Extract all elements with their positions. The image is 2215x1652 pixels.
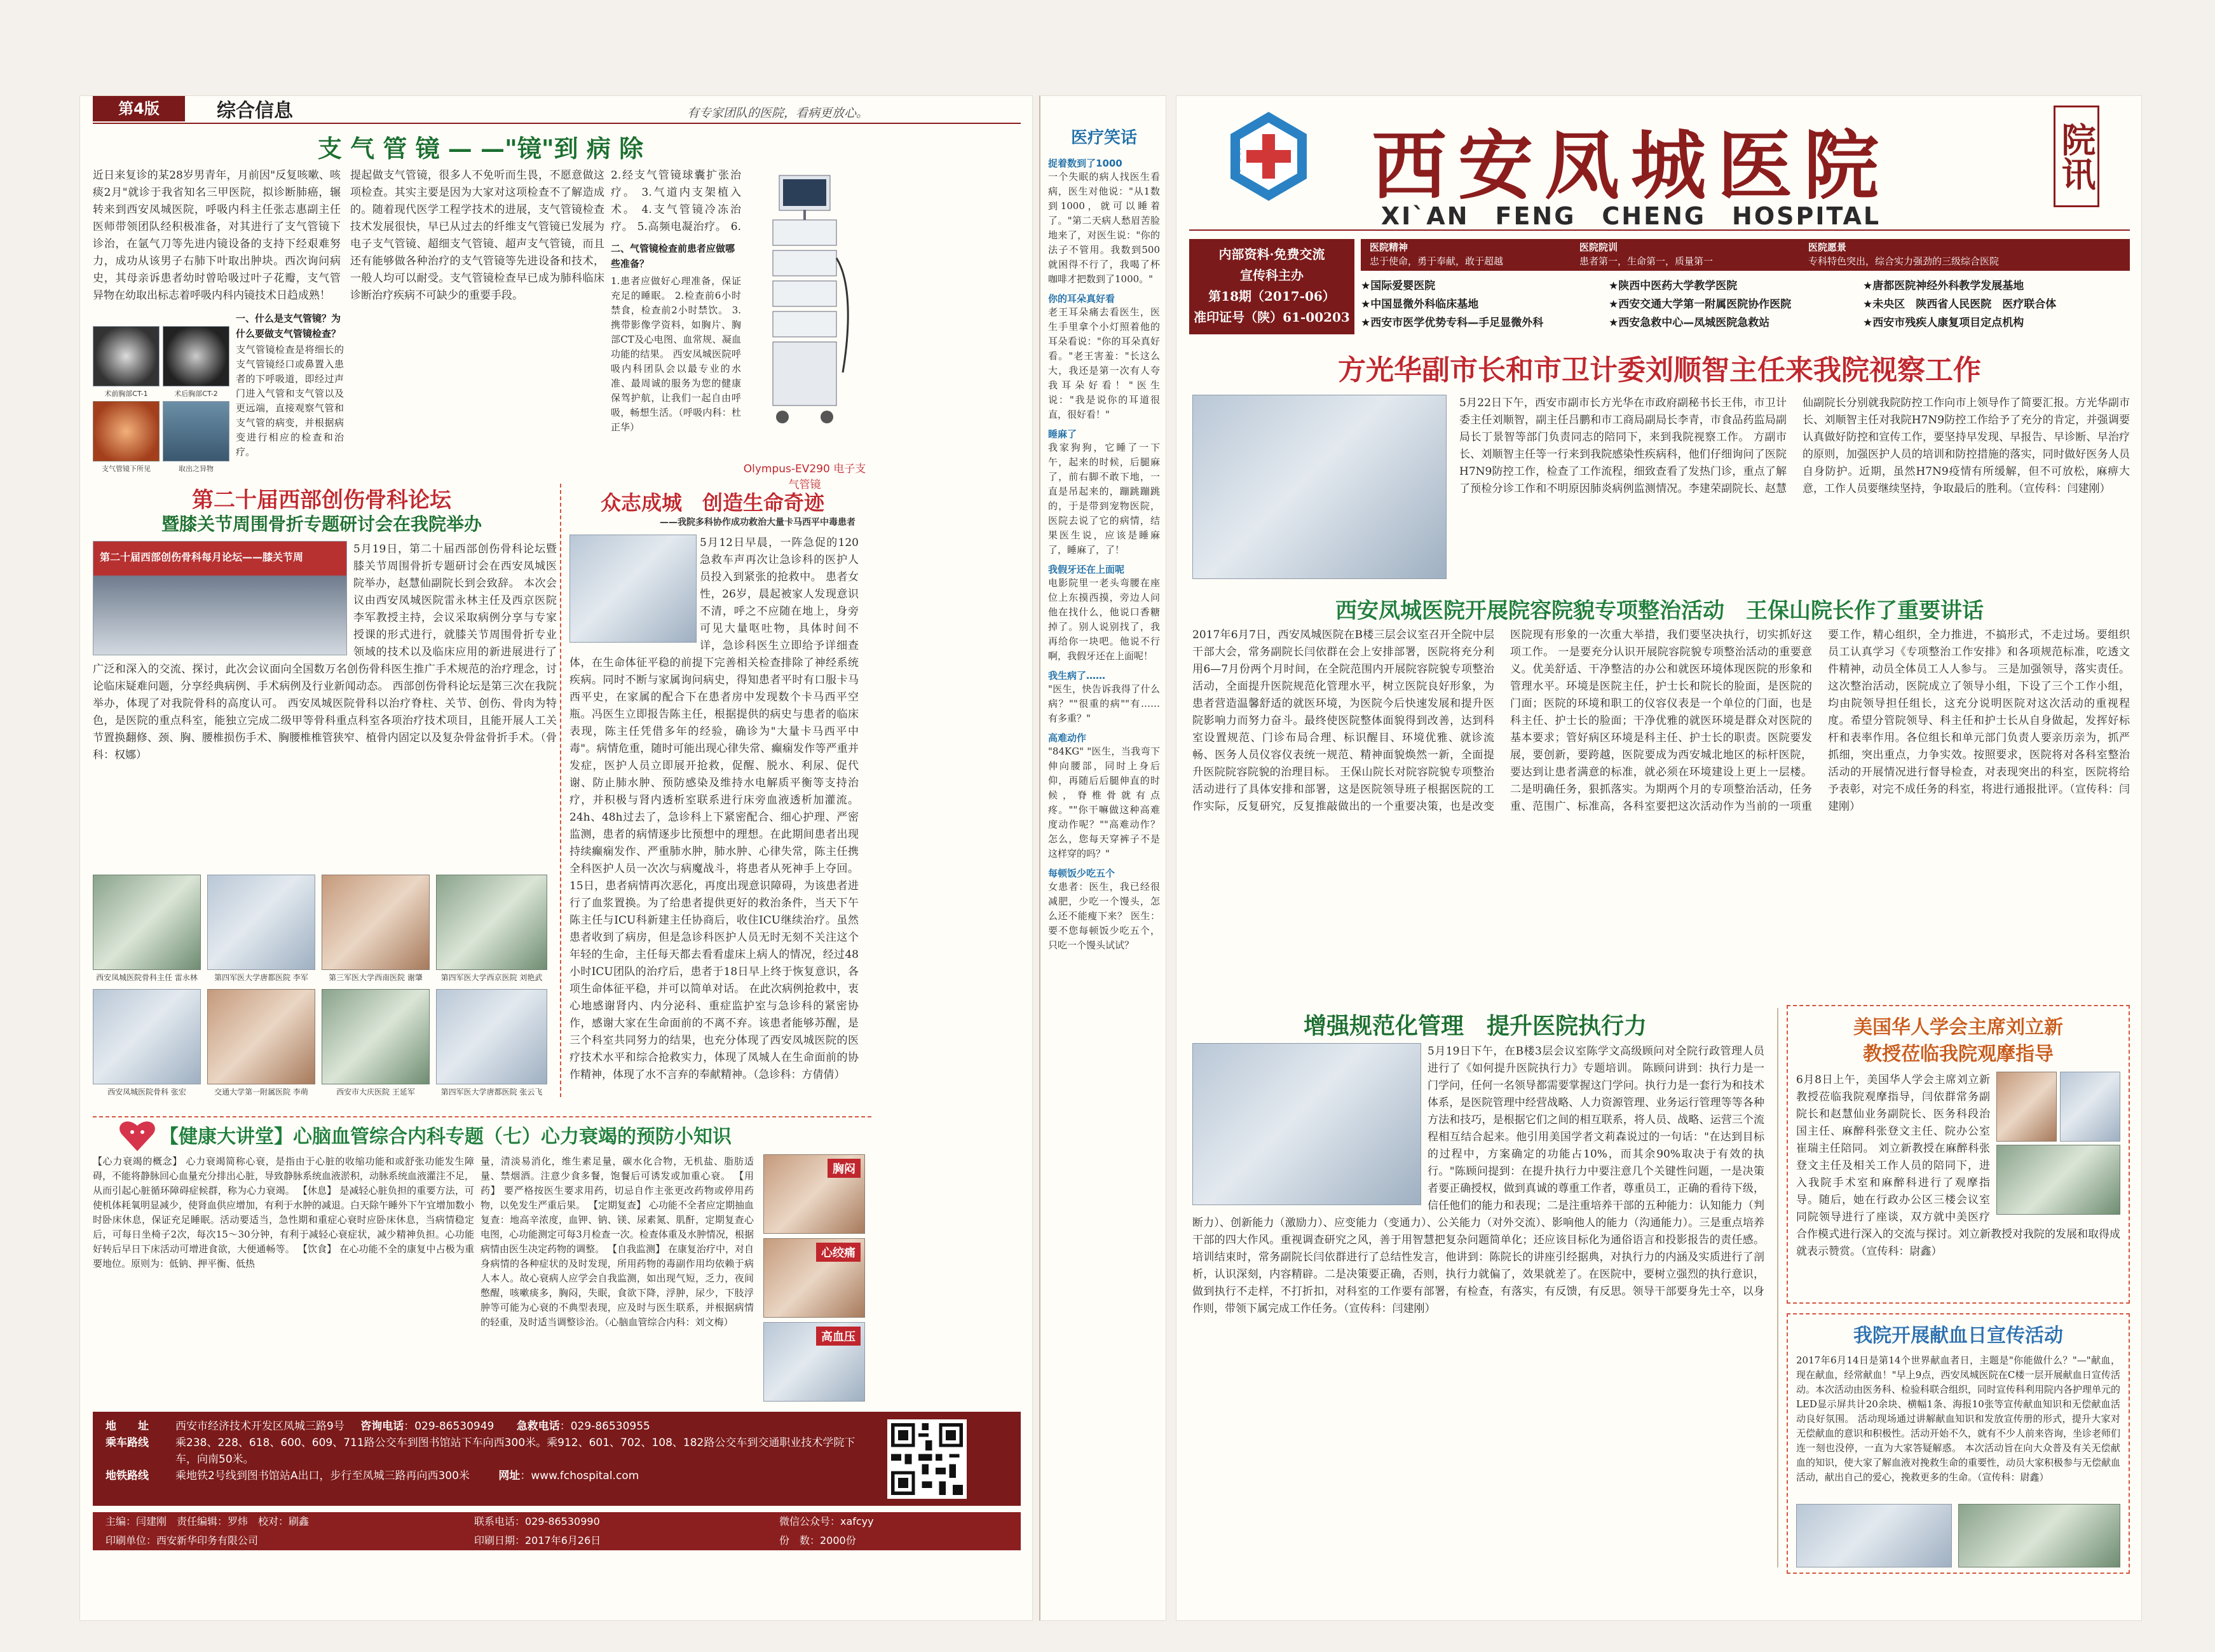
forum-photo-3 [322,875,430,970]
left-page [79,95,1033,1621]
health-text-2: 量，清淡易消化，维生素足量，碳水化合物，无机盐、脂肪适量、禁烟酒。注意少食多餐，饱餐后可诱发或加重心衰。 【用药】 要严格按医生要求用药，切忌自作主张更改药物或停用药物，以免发生严重后果。 【定期复查】 心功能不全者应定期抽血复查：地高辛浓度，血钾、钠、镁、尿素氮、肌酐，定期复查心电图，心功能测定可每3月检查一次。检查体重及水肿情况，根据病情由医生决定药物的调整。 【自我监测】 在康复治疗中，对自身病情的各种症状的及时发现，所用药物的毒副作用均依赖于病人本人。故心衰病人应学会自我监测，如出现气短，乏力，夜间憋醒，咳嗽痰多，胸闷，失眠，食欲下降，浮肿，尿少，下肢浮肿等可能为心衰的不典型表现，应及时与医生联系，并根据病情的轻重，及时适当调整诊治。（心脑血管综合内科：刘文梅） [480,1156,754,1328]
forum-banner-text: 第二十届西部创伤骨科每月论坛——膝关节周 [100,551,304,563]
forum-photo-4 [436,875,547,970]
us-expert-headline-2: 教授莅临我院观摩指导 [1863,1043,2054,1065]
emergency-body: 5月12日早晨，一阵急促的120急救车声再次让急诊科的医护人员投入到紧张的抢救中。 患者女性，26岁，晨起被家人发现意识不清，呼之不应随在地上，身旁可见大量呕吐物，具体时间不详，急诊科医生立即给予详细查体，在生命体征平稳的前提下完善相关检查排除了神经系统疾病。同时不断与家属询问病史，得知患者平时有口服卡马西平史，在家属的配合下在患者房中发现数个卡马西平空瓶。冯医生立即报告陈主任，根据提供的病史与患者的临床表现，陈主任凭借多年的经验，确诊为"大量卡马西平中毒"。病情危重，随时可能出现心律失常、癫痫发作等严重并发症，医护人员立即展开抢救，促醒、脱水、利尿、促代谢、防止肺水肿、预防感染及维持水电解质平衡等支持治疗，并积极与肾内透析室联系进行床旁血液透析加灌流。 24h、48h过去了，急诊科上下紧密配合、细心护理、严密监测，患者的病情逐步比预想中的理想。在此期间患者出现持续癫痫发作、严重肺水肿，肺水肿、心律失常，陈主任携全科医护人员一次次与病魔战斗，将患者从死神手上夺回。15日，患者病情再次恶化，再度出现意识障碍，为该患者进行了血浆置换。为了给患者提供更好的救治条件，当天下午陈主任与ICU科新建主任协商后，收住ICU继续治疗。虽然患者收到了病房，但是急诊科医护人员无时无刻不关注这个年轻的生命，主任每天都去看看虚床上病人的情况，经过48小时ICU团队的治疗后，患者于18日早上终于恢复意识，各项生命体征平稳，并可以简单对话。 在此次病例抢救中，衷心地感谢肾内、内分泌科、重症监护室与急诊科的紧密协作，感谢大家在生命面前的不离不弃。该患者能够苏醒，是三个科室共同努力的结果，也充分体现了西安凤城医院的医疗技术水平和综合抢救实力，体现了凤城人在生命面前的协作精神，体现了水不言弃的奉献精神。（急诊科：方倩倩） [569,536,859,1081]
health-tag-2: 心绞痛 [816,1243,861,1262]
bronchoscope-q2: 二、气管镜检查前患者应做哪些准备？ [611,243,735,270]
xray-label-4: 取出之异物 [179,465,214,473]
footer-editor: 主编：闫建刚 责任编辑：罗炜 校对：刷鑫 [106,1515,310,1527]
endoscope-tower-image [754,169,855,455]
jokes-list [1048,156,1160,1587]
jokes-page [1039,95,1166,1621]
footer-credits [93,1512,1021,1550]
masthead-english: XI`AN FENG CHENG HOSPITAL [1380,202,1881,230]
joke-item: 高难动作 "84KG" "医生，当我弯下伸向腰部，同时上身后仰，再随后后腿伸直的时候，脊椎骨就有点疼。""你干嘛做这种高难度动作呢？""高难动作？怎么，您每天穿裤子不是这样穿的吗？" [1048,732,1160,859]
forum-caption-4: 第四军医大学西京医院 刘艳武 [440,973,543,982]
logo-text: FCH [1230,146,1243,173]
hospital-values: 医院精神 忠于使命，勇于奉献，敢于超越 医院院训 患者第一，生命第一，质量第一 医院愿景 专科特色突出，综合实力强劲的三级综合医院 [1361,239,2130,271]
health-photo-3 [763,1322,865,1402]
forum-caption-6: 交通大学第一附属医院 李萌 [214,1088,308,1096]
hospital-bases: ★国际爱婴医院 ★中国显微外科临床基地 ★西安市医学优势专科—手足显微外科 ★陕西中医药大学教学医院 ★西安交通大学第一附属医院协作医院 ★西安急救中心—凤城医院急救站 ★唐都医院神经外科教学发展基地 ★未央区 陕西省人民医院 医疗联合体 ★西安市残疾人康复项目定点机构 [1361,280,2057,329]
qr-code[interactable] [887,1419,967,1499]
forum-caption-1: 西安凤城医院骨科主任 雷永林 [96,973,198,982]
newsletter-badge: 院讯 [2054,106,2099,207]
joke-item: 我假牙还在上面呢 电影院里一老头弯腰在座位上东摸西摸，旁边人问他在找什么，他说口香糖掉了。别人说别找了，我再给你一块吧。他说不行啊，我假牙还在上面呢！ [1048,564,1160,662]
forum-photo-6 [207,989,315,1084]
joke-item: 每顿饭少吃五个 女患者：医生，我已经很减肥，少吃一个馒头，怎么还不能瘦下来？ 医生：要不您每顿饭少吃五个，只吃一个馒头试试？ [1048,868,1160,951]
footer-printer: 印刷单位：西安新华印务有限公司 [106,1534,259,1546]
blood-day-body: 2017年6月14日是第14个世界献血者日，主题是"你能做什么？"—"献血，现在献血，经常献血！"早上9点，西安凤城医院在C楼一层开展献血日宣传活动。本次活动由医务科、检验科联合组织，同时宣传科利用院内各护理单元的LED显示屏共计20余块、横幅1条、海报10张等宣传献血知识和无偿献血活动良好氛围。 活动现场通过讲解献血知识和发放宣传册的形式，提升大家对无偿献血的意识和积极性。活动开始不久，就有不少人前来咨询，坐诊老师们连一刻也没停，一直为大家答疑解惑。 本次活动旨在向大众普及有关无偿献血的知识，使大家了解血液对挽救生命的重要性，动员大家积极参与无偿献血活动，献出自己的爱心，挽救更多的生命。（宣传科：尉鑫） [1796,1355,2120,1483]
bronchoscope-q1: 一、什么是支气管镜？为什么要做支气管镜检查？ [236,313,341,339]
forum-caption-5: 西安凤城医院骨科 张宏 [107,1088,186,1096]
emergency-subheadline: ——我院多科协作成功救治大量卡马西平中毒患者 [660,517,855,528]
us-expert-photo-1 [1996,1072,2057,1142]
mayor-visit-photo [1192,395,1447,579]
right-page [1176,95,2142,1621]
header-rule [93,123,1021,124]
bronchoscope-p5: 1.患者应做好心理准备，保证充足的睡眠。 2.检查前6小时禁食，检查前2小时禁饮。 3.携带影像学资料，如胸片、胸部CT及心电图、血常规、凝血功能的结果。 西安凤城医院呼吸内科团队会以最专业的水准、最周诚的服务为您的健康保驾护航，让我们一起自由呼吸，畅想生活。（呼吸内科：杜正华） [611,275,741,433]
footer-date: 印刷日期：2017年6月26日 [474,1534,601,1546]
footer-address-row: 地 址 西安市经济技术开发区凤城三路9号 咨询电话：029-86530949 急救电话：029-86530955 [106,1420,650,1433]
rectification-headline: 西安凤城医院开展院容院貌专项整治活动 王保山院长作了重要讲话 [1335,598,1984,624]
forum-caption-7: 西安市大庆医院 王延军 [336,1088,415,1096]
footer-bus-row: 乘车路线 乘238、228、618、600、609、711路公交车到图书馆站下车向西300米。乘912、601、702、108、182路公交车到交通职业技术学院下车，向南50米。 [106,1437,855,1466]
forum-photo-8 [436,989,547,1084]
heart-mascot-icon [118,1118,156,1153]
jokes-title: 医疗笑话 [1070,128,1137,147]
foreign-body-image [163,401,229,461]
footer-address-band [93,1412,1021,1506]
bronchoscope-p3: 2.经支气管镜球囊扩张治疗。 3.气道内支架植入术。 4.支气管镜冷冻治疗。 5.高频电凝治疗。 6. [611,169,741,233]
masthead-title: 西安凤城医院 [1371,121,1890,210]
publication-info: 内部资料·免费交流 宣传科主办 第18期（2017-06） 准印证号（陕）61-00203 [1189,239,1354,334]
section-title: 综合信息 [217,100,293,122]
xray-label-1: 术前胸部CT-1 [104,390,148,398]
bronchoscope-p2: 提起做支气管镜，很多人不免听而生畏，不愿意做这项检查。其实主要是因为大家对这项检查不了解造成的。随着现代医学工程学技术的进展，支气管镜检查技术发展很快，早已从过去的纤维支气管镜已发展为电子支气管镜、超细支气管镜、超声支气管镜，而且还有能够做各种治疗的支气管镜等先进设备和技术，一般人均可以耐受。支气管镜检查早已成为肺科临床诊断治疗疾病不可缺少的重要手段。 [350,169,604,302]
bronchoscope-p1: 支气管镜检查是将细长的支气管镜经口或鼻置入患者的下呼吸道，即经过声门进入气管和支气管以及更远端，直接观察气管和支气管的病变，并根据病变进行相应的检查和治疗。 [236,344,344,458]
footer-metro-row: 地铁路线 乘地铁2号线到图书馆站A出口，步行至凤城三路再向西300米 网址：www.fchospital.com [106,1470,639,1482]
bronchoscope-lead: 近日来复诊的某28岁男青年，月前因"反复咳嗽、咳痰2月"就诊于我省知名三甲医院，拟诊断肺癌，辗转来到西安凤城医院，呼吸内科主任张志惠副主任医师带领团队经积极准备，对其进行了支气管镜下诊治，在氩气刀等先进内镜设备的支持下经艰难努力，成功从该男子右肺下叶取出肿块。西次询问病史，其母亲诉患者幼时曾哈吸过叶子花瓣，支气管异物在幼取出标志着呼吸内科内镜技术日趋成熟！ [93,169,341,302]
forum-headline: 第二十届西部创伤骨科论坛 [192,488,451,513]
header-slogan: 有专家团队的医院，看病更放心。 [687,106,869,120]
masthead-rule [1189,229,2130,231]
us-expert-photo-3 [1996,1145,2120,1215]
blood-day-headline: 我院开展献血日宣传活动 [1853,1325,2063,1347]
blood-day-photo-1 [1796,1504,1952,1567]
health-rule [93,1116,871,1117]
health-photo-1 [763,1154,865,1234]
joke-item: 睡麻了 我家狗狗，它睡了一下午，起来的时候，后腿麻了，前右脚不敢下地，一直是吊起来的，蹦跳蹦跳的，于是带到宠物医院，医院去说了它的病情，结果医生说，应该是睡麻了，睡麻了，了！ [1048,428,1160,556]
xray-image-2 [163,326,229,386]
endoscope-caption: Olympus-EV290 电子支气管镜 [743,463,866,491]
health-headline: 【健康大讲堂】心脑血管综合内科专题（七）心力衰竭的预防小知识 [160,1126,732,1148]
footer-copies: 份 数：2000份 [779,1534,856,1546]
footer-wechat: 微信公众号：xafcyy [779,1515,874,1527]
health-photo-2 [763,1238,865,1318]
us-expert-photo-2 [2060,1072,2120,1142]
page-number-badge: 第4版 [93,96,185,121]
execution-body: 5月19日下午，在B楼3层会议室陈学文高级顾问对全院行政管理人员进行了《如何提升医院执行力》专题培训。 陈顾问讲到：执行力是一门学问，任何一名领导都需要掌握这门学问。执行力是一套行为和技术体系，是医院管理中经营战略、人力资源管理、业务运行管理等等各种方法和技巧，是根据它们之间的相互联系，将人员、战略、运营三个流程相互结合起来。他引用美国学者文莉森说过的一句话："在达到目标的过程中，方案确定的功能占10%，而其余90%取决于有效的执行。"陈顾问提到：在提升执行力中要注意几个关键性问题，一是决策者要正确授权，做到真诚的尊重工作者，尊重员工，正确的看待下级，信任他们的能力和表现；二是注重培养干部的五种能力：认知能力（判断力）、创新能力（激励力）、应变能力（变通力）、公关能力（对外交流）、影响他人的能力（沟通能力）。三是重点培养干部的四大作风。重视调查研究之风，善于用智慧把复杂问题简单化；还应该目标化为通俗语言和投影报告的责任感。 培训结束时，常务副院长闫依群进行了总结性发言，他讲到：陈院长的讲座引经据典，对执行力的内涵及实质进行了剖析，认识深刻，内容精辟。二是决策要正确，否则，执行力就偏了，效果就差了。在医院中，要树立强烈的执行意识，做到执行不走样，不打折扣，对科室的工作要有部署，有检查，有落实，有反馈，有反思。领导干部要身先士卒，以身作则，带领下属完成工作任务。（宣传科：闫建刚） [1192,1045,1764,1315]
forum-caption-8: 第四军医大学唐都医院 张云飞 [440,1088,543,1096]
hospital-logo [1227,109,1310,204]
endoscope-image [93,401,160,461]
joke-item: 我生病了…… "医生，快告诉我得了什么病？""很重的病""有……有多重？" [1048,670,1160,724]
forum-photo-2 [207,875,315,970]
execution-headline: 增强规范化管理 提升医院执行力 [1303,1013,1647,1039]
joke-item: 捉着数到了1000 一个失眠的病人找医生看病，医生对他说："从1数到1000，就可以睡着了。"第二天病人愁眉苦脸地来了，对医生说："你的法子不管用。我数到500就困得不行了，我喝了杯咖啡才把数到了1000。" [1048,158,1160,285]
forum-caption-2: 第四军医大学唐都医院 李军 [214,973,308,982]
xray-image-1 [93,326,160,386]
emergency-headline: 众志成城 创造生命奇迹 [600,491,824,515]
mayor-visit-headline: 方光华副市长和市卫计委刘顺智主任来我院视察工作 [1338,354,1981,386]
xray-label-3: 支气管镜下所见 [102,465,151,473]
footer-phone: 联系电话：029-86530990 [474,1515,600,1527]
us-expert-body: 6月8日上午，美国华人学会主席刘立新教授莅临我院观摩指导，闫依群常务副院长和赵慧仙业务副院长、医务科段治国主任、麻醉科张登文主任、院办公室崔瑞主任陪同。 刘立新教授在麻醉科张登文主任及相关工作人员的陪同下，进入我院手术室和麻醉科进行了观摩指导。随后，她在行政办公区三楼会议室同院领导进行了座谈，双方就中美医疗合作模式进行深入的交流与探讨。刘立新教授对我院的发展和取得成就表示赞赏。（宣传科：尉鑫） [1796,1074,2120,1258]
health-text-1: 【心力衰竭的概念】 心力衰竭简称心衰，是指由于心脏的收缩功能和或舒张功能发生障碍，不能将静脉回心血量充分排出心脏，导致静脉系统血液淤积，动脉系统血液灌注不足，从而引起心脏循环障碍症候群，称为心力衰竭。 【休息】 是减轻心脏负担的重要方法，可使机体耗氧明显减少，使肾血供应增加，有利于水肿的减退。白天除午睡外下午宜增加数小时卧床休息，保证充足睡眠。活动要适当，急性期和重症心衰时应卧床休息，当病情稳定后，可每日坐椅子2次，每次15～30分钟，有利于减轻心衰症状，减少精神负担。心功能好转后早日下床活动可增进食欲，大便通畅等。 【饮食】 在心功能不全的康复中占极为重要地位。原则为：低钠、押平衡、低热 [93,1156,474,1269]
right-column-divider [1777,1008,1778,1567]
us-expert-headline-1: 美国华人学会主席刘立新 [1853,1016,2063,1039]
forum-caption-3: 第三军医大学西南医院 谢肇 [329,973,423,982]
health-tag-3: 高血压 [816,1327,861,1346]
forum-photo-5 [93,989,201,1084]
forum-body: 5月19日，第二十届西部创伤骨科论坛暨膝关节周围骨折专题研讨会在西安凤城医院举办，赵慧仙副院长到会致辞。 本次会议由西安凤城医院雷永林主任及西京医院李军教授主持，会议采取病例分享与专家授课的形式进行，就膝关节周围骨折专业领域的技术以及临床应用的新进展进行了广泛和深入的交流、探讨，此次会议面向全国数万名创伤骨科医生推广手术规范的治疗理念，讨论临床疑难问题，分享经典病例、手术病例及行业新闻动态。 西部创伤骨科论坛是第三次在我院举办，体现了对我院骨科的高度认可。 西安凤城医院骨科以治疗脊柱、关节、创伤、骨肉为特色，是医院的重点科室，能独立完成二级甲等骨科重点科室各项治疗技术项目，且能开展人工关节置换翻修、颈、胸、腰椎损伤手术、胸腰椎椎管狭窄、植骨内固定以及复杂骨盆骨折手术。（骨科：权娜） [93,543,557,761]
column-divider [560,484,561,1097]
blood-day-photo-2 [1958,1504,2120,1567]
forum-photo-1 [93,875,201,970]
rectification-body: 2017年6月7日，西安凤城医院在B楼三层会议室召开全院中层干部大会，常务副院长闫依群在会上安排部署，医院将充分利用6—7月份两个月时间，在全院范围内开展院容院貌专项整治活动，全面提升医院规范化管理水平，树立医院良好形象，为患者营造温馨舒适的就医环境，为医院今后快速发展和提升医院影响力而努力奋斗。最终使医院整体面貌得到改善，达到科室设置规范、门诊布局合理、标识醒目、环境优雅、就诊流畅、医务人员仪容仪表统一规范、精神面貌焕然一新，全面提升医院院容院貌的治理目标。 王保山院长对院容院貌专项整治活动进行了具体安排和部署，这是医院领导班子根据医院的工作实际，反复研究，反复推敲做出的一个重要决策，也是改变医院现有形象的一次重大举措，我们要坚决执行，切实抓好这项工作。 一是要充分认识开展院容院貌专项整治活动的重要意义。优美舒适、干净整洁的办公和就医环境体现医院的形象和管理水平。环境是医院主任，护士长和院长的脸面，是医院的门面；医院的环境和职工的仪容仪表是一个单位的门面，也是科主任、护士长的脸面；干净优雅的就医环境是群众对医院的基本要求；管好病区环境是科主任、护士长的职责。医院要发展，要创新，要跨越，医院要成为西安城北地区的标杆医院，要达到让患者满意的标准，就必须在环境建设上更上一层楼。 二是明确任务，狠抓落实。为期两个月的专项整治活动，任务重、范围广、标准高，各科室要把这次活动作为当前的一项重要工作，精心组织，全力推进，不搞形式，不走过场。要组织员工认真学习《专项整治工作安排》和各项规范标准，吃透文件精神，动员全体员工人人参与。 三是加强领导，落实责任。这次整治活动，医院成立了领导小组，下设了三个工作小组，均由院领导担任组长，这充分说明医院对这次活动的重视程度。希望分管院领导、科主任和护士长从自身做起，发挥好标杆和表率作用。各位组长和单元部门负责人要亲历亲为，抓严抓细，突出重点，力争实效。按照要求，医院将对各科室整治活动的开展情况进行督导检查，对表现突出的科室，医院将给予表彰，对完不成任务的科室，将进行通报批评。（宣传科：闫建刚） [1192,629,2130,813]
health-tag-1: 胸闷 [828,1159,861,1178]
forum-photo-7 [322,989,430,1084]
forum-subheadline: 暨膝关节周围骨折专题研讨会在我院举办 [161,514,482,535]
mayor-visit-body: 5月22日下午，西安市副市长方光华在市政府副秘书长王伟，市卫计委主任刘顺智，副主任吕鹏和市工商局副局长李青，市食品药监局副局长丁景智等部门负责同志的陪同下，来到我院视察工作。 方副市长、刘顺智主任等一行来到我院感染性疾病科，他们仔细询问了医院H7N9防控工作，检查了工作流程，细致查看了发热门诊，重点了解了预检分诊工作和不明原因肺炎病例监测情况。李建荣副院长、赵慧仙副院长分别就我院防控工作向市上领导作了简要汇报。方光华副市长、刘顺智主任对我院H7N9防控工作给予了充分的肯定，并强调要认真做好防控和宣传工作，要坚持早发现、早报告、早诊断、早治疗的原则，加强医护人员的培训和防控措施的落实，同时做好医务人员自身防护。近期，虽然H7N9疫情有所缓解，但不可放松，麻痹大意，工作人员要继续坚持，争取最后的胜利。（宣传科：闫建刚） [1459,397,2130,495]
xray-label-2: 术后胸部CT-2 [174,390,218,398]
bronchoscope-headline: 支 气 管 镜 — —"镜"到 病 除 [317,134,644,163]
joke-item: 你的耳朵真好看 老王耳朵痛去看医生，医生手里拿个小灯照着他的耳朵看说："你的耳朵真好看。"老王害羞："长这么大，我还是第一次有人夸我耳朵好看！"医生说："我是说你的耳道很直，很好看！" [1048,293,1160,420]
